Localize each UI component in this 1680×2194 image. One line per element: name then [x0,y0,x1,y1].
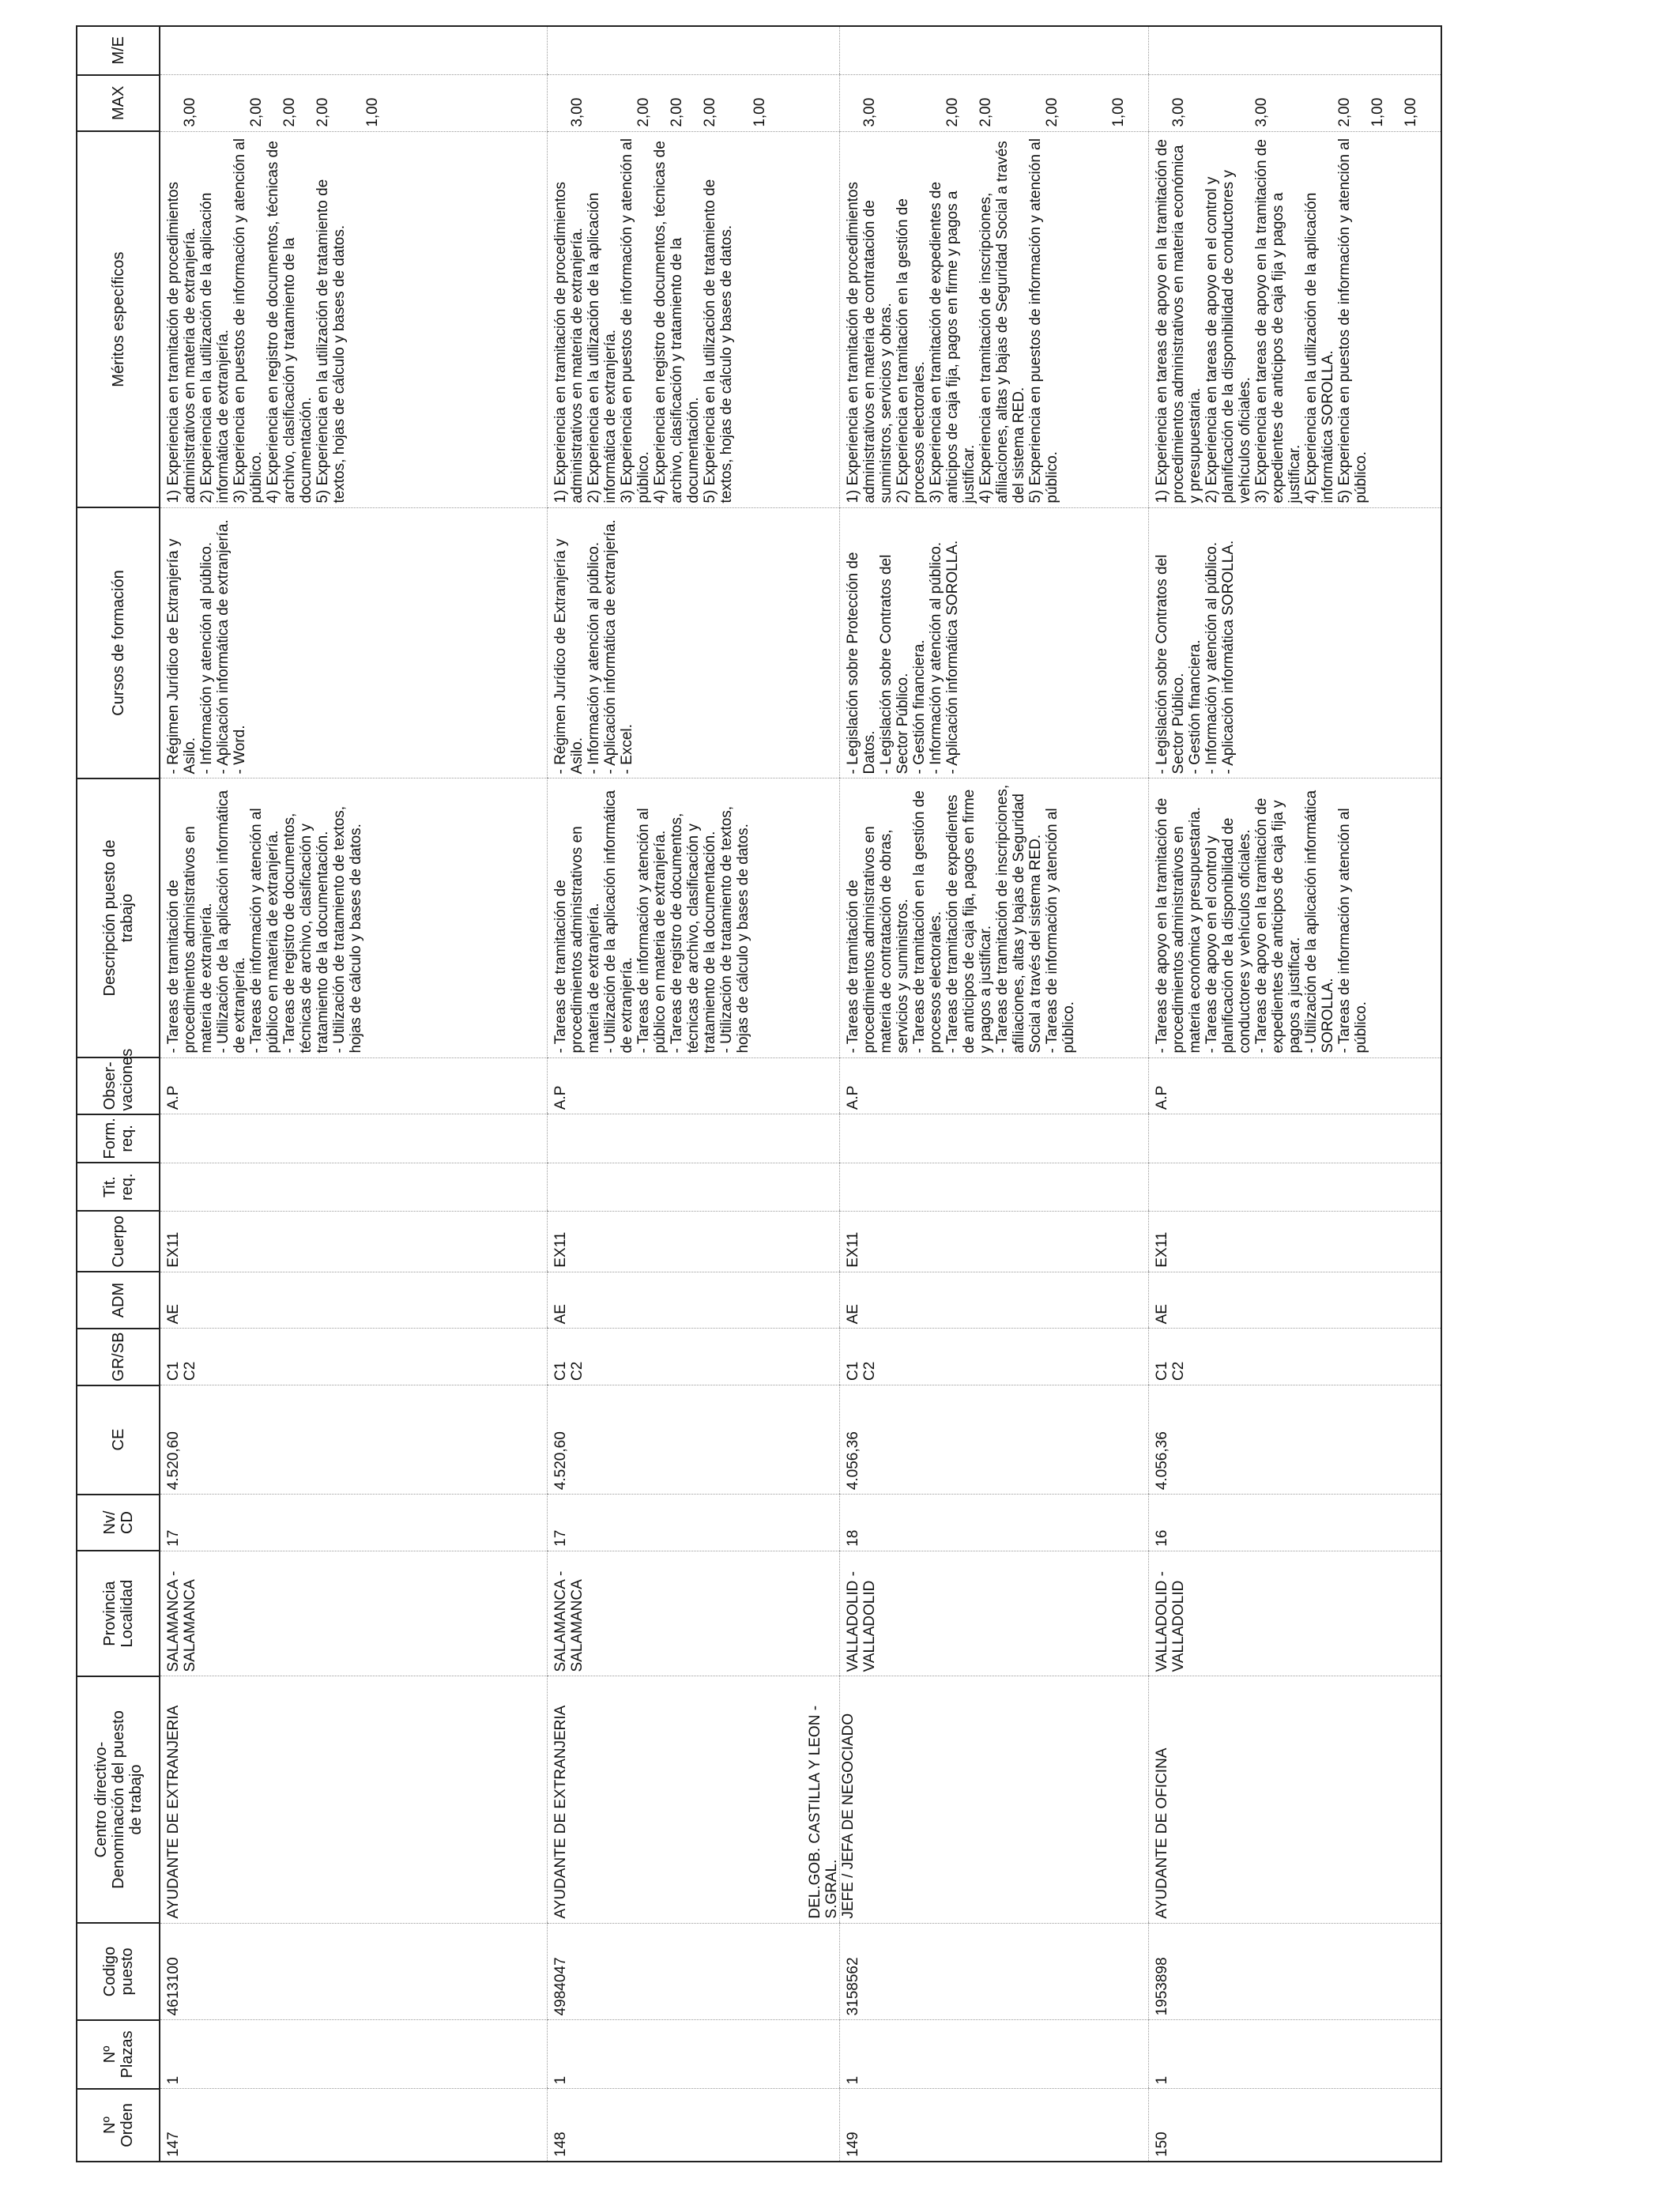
puesto-name: JEFE / JEFA DE NEGOCIADO [839,1713,857,1919]
cell-max [1148,75,1441,132]
max-value: 1,00 [364,97,381,127]
cell-descripcion: - Tareas de apoyo en la tramitación de procedimientos administrativos en materia económica y presupuestaria. - Tareas de apoyo en el control y planificación de la disponibilidad de conductores y vehículos oficiales. - Tareas de apoyo en la tramitación de expedientes de anticipos de caja fija y pagos a justificar. - Utilización de la aplicación informática SOROLLA. - Tareas de información y atención al público. [1148,778,1441,1057]
cell-cuerpo: EX11 [839,1211,1148,1272]
max-value: 2,00 [668,97,685,127]
header-ce: CE [77,1385,160,1495]
cell-nivel: 18 [839,1495,1148,1551]
cell-descripcion: - Tareas de tramitación de procedimientos administrativos en materia de extranjería. - Utilización de la aplicación informática de extranjería. - Tareas de información y atención al público en materia de extranjería. - Tareas de registro de documentos, técnicas de archivo, clasificación y tratamiento de la documentación. - Utilización de tratamiento de textos, hojas de cálculo y bases de datos. [547,778,839,1057]
max-value: 1,00 [1402,97,1419,127]
cell-meritos: 1) Experiencia en tramitación de procedimientos administrativos en materia de contratación de suministros, servicios y obras. 2) Experiencia en tramitación en la gestión de procesos electorales. 3) Experiencia en tramitación de expedientes de anticipos de caja fija, pagos en firme y pagos a justificar. 4) Experiencia en tramitación de inscripciones, afiliaciones, altas y bajas de Seguridad Social a través del sistema RED. 5) Experiencia en puestos de información y atención al público. [839,131,1148,507]
cell-observaciones: A.P [160,1057,547,1114]
cell-descripcion: - Tareas de tramitación de procedimientos administrativos en materia de contratación de obras, servicios y suministros. - Tareas de tramitación en la gestión de procesos electorales. - Tareas de tramitación de expedientes de anticipos de caja fija, pagos en firme y pagos a justificar. - Tareas de tramitación de inscripciones, afiliaciones, altas y bajas de Seguridad Social a través del sistema RED. - Tareas de información y atención al público. [839,778,1148,1057]
cell-centro [160,1676,547,1923]
cell-grupo: C1 C2 [160,1329,547,1385]
cell-cuerpo: EX11 [1148,1211,1441,1272]
max-value: 2,00 [635,97,652,127]
cell-cuerpo: EX11 [547,1211,839,1272]
max-value: 1,00 [751,97,768,127]
cell-formacion [839,1114,1148,1163]
cell-ce: 4.520,60 [160,1385,547,1495]
cell-grupo: C1 C2 [1148,1329,1441,1385]
header-descripcion: Descripción puesto de trabajo [77,778,160,1057]
header-observaciones: Obser- vaciones [77,1057,160,1114]
max-value: 2,00 [248,97,265,127]
table-row [1148,26,1441,2162]
cell-descripcion: - Tareas de tramitación de procedimientos administrativos en materia de extranjería. - Utilización de la aplicación informática de extranjería. - Tareas de información y atención al público en materia de extranjería. - Tareas de registro de documentos, técnicas de archivo, clasificación y tratamiento de la documentación. - Utilización de tratamiento de textos, hojas de cálculo y bases de datos. [160,778,547,1057]
cell-codigo: 3158562 [839,1923,1148,2020]
header-codigo: Codigo puesto [77,1923,160,2020]
cell-nivel: 17 [160,1495,547,1551]
cell-codigo: 4613100 [160,1923,547,2020]
cell-observaciones: A.P [547,1057,839,1114]
max-value: 3,00 [1252,97,1270,127]
cell-centro [1148,1676,1441,1923]
header-orden: Nº Orden [77,2089,160,2162]
max-value: 3,00 [1170,97,1187,127]
cell-meritos: 1) Experiencia en tareas de apoyo en la tramitación de procedimientos administrativos en materia económica y presupuestaria. 2) Experiencia en tareas de apoyo en el control y planificación de la disponibilidad de conductores y vehículos oficiales. 3) Experiencia en tareas de apoyo en la tramitación de expedientes de anticipos de caja fija y pagos a justificar. 4) Experiencia en la utilización de la aplicación informática SOROLLA. 5) Experiencia en puestos de información y atención al público. [1148,131,1441,507]
max-value: 3,00 [861,97,878,127]
cell-orden: 149 [839,2089,1148,2162]
cell-max [160,75,547,132]
cell-plazas: 1 [160,2020,547,2089]
positions-table [76,25,1442,2162]
cell-meritos: 1) Experiencia en tramitación de procedimientos administrativos en materia de extranjería. 2) Experiencia en la utilización de la aplicación informática de extranjería. 3) Experiencia en puestos de información y atención al público. 4) Experiencia en registro de documentos, técnicas de archivo, clasificación y tratamiento de la documentación. 5) Experiencia en la utilización de tratamiento de textos, hojas de cálculo y bases de datos. [160,131,547,507]
cell-plazas: 1 [839,2020,1148,2089]
max-value: 1,00 [1369,97,1386,127]
cell-centro [806,1676,1148,1923]
header-nivel: Nv/ CD [77,1495,160,1551]
table-row [160,26,547,2162]
header-grupo: GR/SB [77,1329,160,1385]
header-meritos: Méritos específicos [77,131,160,507]
header-titulacion: Tit. req. [77,1163,160,1211]
cell-me [547,26,839,75]
cell-provincia: VALLADOLID - VALLADOLID [839,1551,1148,1676]
table-row [839,26,1148,2162]
cell-formacion [547,1114,839,1163]
header-row [77,26,160,2162]
cell-max [839,75,1148,132]
centro-prefix: DEL.GOB. CASTILLA Y LEON - S.GRAL. [806,1705,840,1919]
cell-codigo: 1953898 [1148,1923,1441,2020]
cell-cursos: - Régimen Jurídico de Extranjería y Asilo. - Información y atención al público. - Aplicación informática de extranjería. - Word. [160,507,547,778]
cell-nivel: 17 [547,1495,839,1551]
cell-plazas: 1 [1148,2020,1441,2089]
cell-adm: AE [839,1272,1148,1329]
cell-me [839,26,1148,75]
cell-ce: 4.056,36 [1148,1385,1441,1495]
cell-cuerpo: EX11 [160,1211,547,1272]
cell-observaciones: A.P [839,1057,1148,1114]
max-value: 2,00 [701,97,718,127]
cell-orden: 150 [1148,2089,1441,2162]
puesto-name: AYUDANTE DE OFICINA [1153,1747,1170,1919]
cell-adm: AE [160,1272,547,1329]
cell-me [160,26,547,75]
cell-nivel: 16 [1148,1495,1441,1551]
cell-me [1148,26,1441,75]
table-row [547,26,839,2162]
max-value: 3,00 [182,97,198,127]
cell-provincia: VALLADOLID - VALLADOLID [1148,1551,1441,1676]
max-value: 2,00 [944,97,961,127]
cell-cursos: - Legislación sobre Protección de Datos. - Legislación sobre Contratos del Sector Público. - Gestión financiera. - Información y atención al público. - Aplicación informática SOROLLA. [839,507,1148,778]
max-value: 1,00 [1109,97,1127,127]
cell-titulacion [547,1163,839,1211]
cell-titulacion [1148,1163,1441,1211]
cell-orden: 147 [160,2089,547,2162]
cell-titulacion [160,1163,547,1211]
cell-meritos: 1) Experiencia en tramitación de procedimientos administrativos en materia de extranjería. 2) Experiencia en la utilización de la aplicación informática de extranjería. 3) Experiencia en puestos de información y atención al público. 4) Experiencia en registro de documentos, técnicas de archivo, clasificación y tratamiento de la documentación. 5) Experiencia en la utilización de tratamiento de textos, hojas de cálculo y bases de datos. [547,131,839,507]
cell-centro [547,1676,839,1923]
header-adm: ADM [77,1272,160,1329]
cell-plazas: 1 [547,2020,839,2089]
cell-grupo: C1 C2 [839,1329,1148,1385]
cell-codigo: 4984047 [547,1923,839,2020]
cell-adm: AE [547,1272,839,1329]
cell-titulacion [839,1163,1148,1211]
cell-observaciones: A.P [1148,1057,1441,1114]
header-formacion: Form. req. [77,1114,160,1163]
cell-formacion [160,1114,547,1163]
cell-cursos: - Régimen Jurídico de Extranjería y Asilo. - Información y atención al público. - Aplicación informática de extranjería. - Excel. [547,507,839,778]
max-value: 2,00 [315,97,331,127]
cell-grupo: C1 C2 [547,1329,839,1385]
header-cursos: Cursos de formación [77,507,160,778]
cell-ce: 4.056,36 [839,1385,1148,1495]
header-max: MAX [77,75,160,132]
max-value: 2,00 [977,97,994,127]
header-centro: Centro directivo- Denominación del puesto de trabajo [77,1676,160,1923]
max-value: 2,00 [1043,97,1060,127]
cell-provincia: SALAMANCA - SALAMANCA [547,1551,839,1676]
cell-cursos: - Legislación sobre Contratos del Sector Público. - Gestión financiera. - Información y atención al público. - Aplicación informática SOROLLA. [1148,507,1441,778]
cell-ce: 4.520,60 [547,1385,839,1495]
cell-orden: 148 [547,2089,839,2162]
cell-formacion [1148,1114,1441,1163]
header-cuerpo: Cuerpo [77,1211,160,1272]
puesto-name: AYUDANTE DE EXTRANJERIA [165,1705,182,1919]
header-provincia: Provincia Localidad [77,1551,160,1676]
header-me: M/E [77,26,160,75]
max-value: 3,00 [568,97,586,127]
max-value: 2,00 [281,97,298,127]
cell-provincia: SALAMANCA - SALAMANCA [160,1551,547,1676]
cell-adm: AE [1148,1272,1441,1329]
max-value: 2,00 [1335,97,1353,127]
puesto-name: AYUDANTE DE EXTRANJERIA [552,1705,569,1919]
header-plazas: Nº Plazas [77,2020,160,2089]
cell-max [547,75,839,132]
